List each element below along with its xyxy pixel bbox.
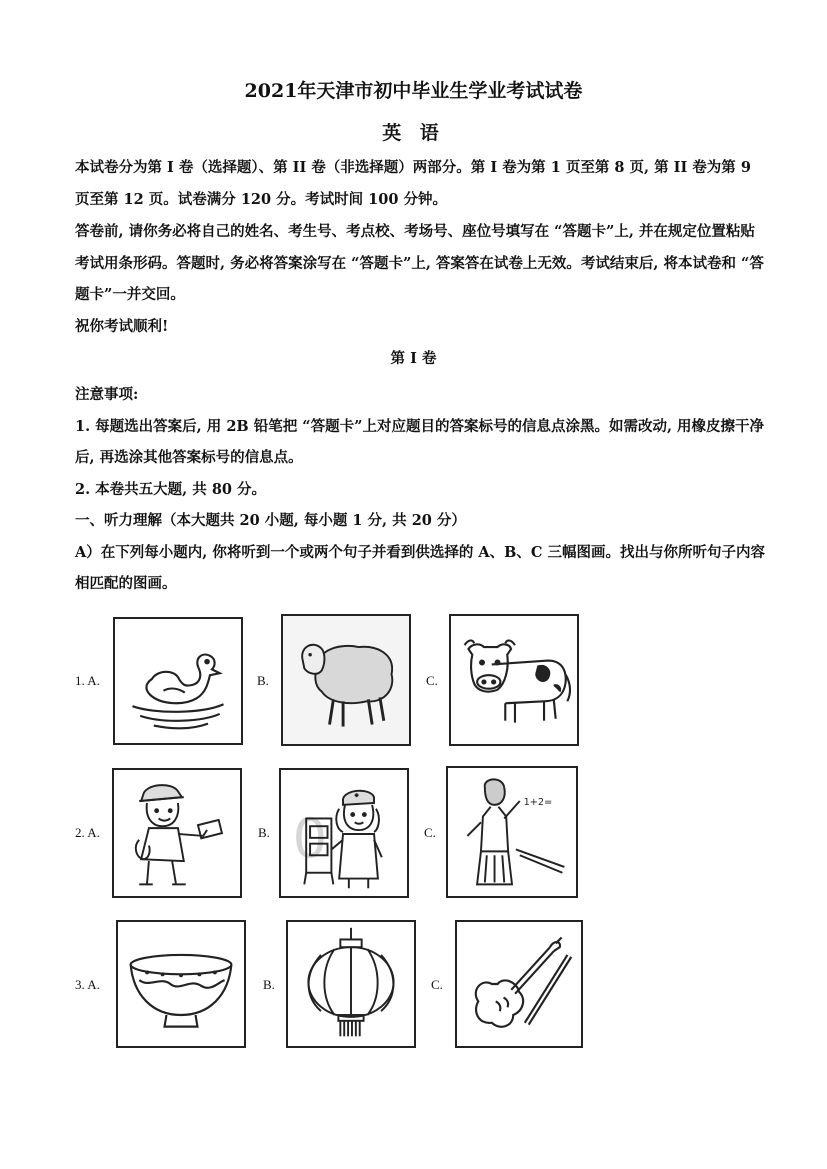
bowl-image: [116, 920, 246, 1048]
notes-item-1: 1. 每题选出答案后, 用 2B 铅笔把 “答题卡”上对应题目的答案标号的信息点涂黑。如需改动, 用橡皮擦干净后, 再选涂其他答案标号的信息点。: [75, 417, 765, 466]
duck-icon: [115, 619, 241, 743]
notes-item-2: 2. 本卷共五大题, 共 80 分。: [75, 480, 267, 498]
nurse-icon: [281, 770, 407, 896]
sheep-image: [281, 614, 411, 746]
section-instruction: A）在下列每小题内, 你将听到一个或两个句子并看到供选择的 A、B、C 三幅图画。找出与你所听句子内容相匹配的图画。: [75, 543, 765, 592]
postman-image: [112, 768, 242, 898]
duck-image: [113, 617, 243, 745]
watermark-digits-icon: 0: [292, 807, 328, 871]
teacher-image: [446, 766, 578, 898]
postman-icon: [114, 770, 240, 896]
question-2-b-label: B.: [258, 825, 270, 840]
nurse-image: [279, 768, 409, 898]
question-1-c-label: C.: [426, 673, 438, 688]
subject-title: 英 语: [382, 122, 445, 144]
sheep-icon: [283, 616, 409, 744]
question-3-label: 3. A.: [75, 977, 100, 992]
question-2-label: 2. A.: [75, 825, 100, 840]
violin-icon: [457, 922, 581, 1046]
exam-title: 2021年天津市初中毕业生学业考试试卷: [244, 80, 583, 102]
intro-paragraph-1: 本试卷分为第 I 卷（选择题）、第 II 卷（非选择题）两部分。第 I 卷为第 1 页至第 8 页, 第 II 卷为第 9 页至第 12 页。试卷满分 120 分。考试时间 100 分钟。: [75, 159, 751, 208]
lantern-icon: [288, 922, 414, 1046]
notes-block: [75, 379, 765, 600]
question-3-b-label: B.: [263, 977, 275, 992]
teacher-icon: [448, 768, 576, 896]
question-1-b-label: B.: [257, 673, 269, 688]
cow-image: [449, 614, 579, 746]
question-1-label: 1. A.: [75, 673, 100, 688]
question-2-c-label: C.: [424, 825, 436, 840]
intro-paragraph-2: 答卷前, 请你务必将自己的姓名、考生号、考点校、考场号、座位号填写在 “答题卡”上, 并在规定位置粘贴考试用条形码。答题时, 务必将答案涂写在 “答题卡”上, 答案答在试卷上无效。考试结束后, 将本试卷和 “答题卡”一并交回。: [75, 223, 764, 303]
section-heading: 一、听力理解（本大题共 20 小题, 每小题 1 分, 共 20 分）: [75, 512, 466, 529]
notes-heading: 注意事项:: [75, 386, 139, 403]
good-luck-line: 祝你考试顺利!: [75, 318, 169, 335]
question-3-c-label: C.: [431, 977, 443, 992]
bowl-icon: [118, 922, 244, 1046]
board-math-text: 1+2=: [523, 796, 553, 808]
violin-image: [455, 920, 583, 1048]
cow-icon: [451, 616, 577, 744]
lantern-image: [286, 920, 416, 1048]
volume-heading: 第 I 卷: [390, 350, 437, 367]
